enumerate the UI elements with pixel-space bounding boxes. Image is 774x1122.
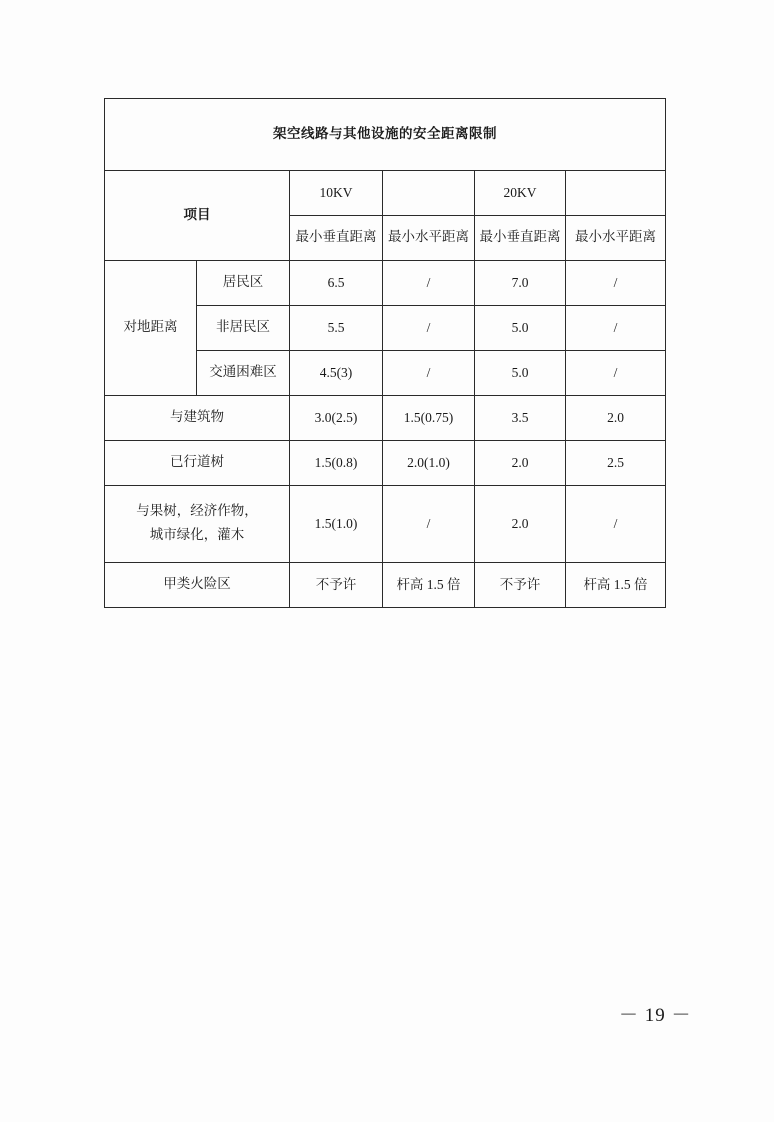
table-cell: 3.0(2.5) xyxy=(290,396,383,441)
header-20kv: 20KV xyxy=(475,171,566,216)
group-label-ground-distance: 对地距离 xyxy=(105,261,197,396)
table-cell: 不予许 xyxy=(290,563,383,608)
table-row xyxy=(105,396,666,441)
safety-distance-table xyxy=(104,98,666,608)
header-item: 项目 xyxy=(105,171,290,261)
row-label: 与建筑物 xyxy=(105,396,290,441)
table-row xyxy=(105,261,666,306)
table-cell: 7.0 xyxy=(475,261,566,306)
subheader-cell: 最小垂直距离 xyxy=(475,216,566,261)
table-cell: 5.0 xyxy=(475,306,566,351)
subheader-cell: 最小水平距离 xyxy=(383,216,475,261)
table-cell: 2.0 xyxy=(566,396,666,441)
row-label: 已行道树 xyxy=(105,441,290,486)
page-number: － 19 － xyxy=(619,1005,692,1026)
table-cell: 不予许 xyxy=(475,563,566,608)
table-row xyxy=(105,563,666,608)
row-label: 居民区 xyxy=(197,261,290,306)
table-cell: 6.5 xyxy=(290,261,383,306)
table-cell: 2.5 xyxy=(566,441,666,486)
row-label xyxy=(105,486,290,563)
row-label-line: 城市绿化，灌木 xyxy=(149,527,245,543)
table-row xyxy=(105,441,666,486)
row-label: 交通困难区 xyxy=(197,351,290,396)
table-cell: 1.5(0.8) xyxy=(290,441,383,486)
subheader-cell: 最小垂直距离 xyxy=(290,216,383,261)
header-10kv: 10KV xyxy=(290,171,383,216)
header-blank xyxy=(383,171,475,216)
table-cell: / xyxy=(566,486,666,563)
table-cell: / xyxy=(566,351,666,396)
table-cell: 杆高 1.5 倍 xyxy=(566,563,666,608)
row-label-line: 与果树，经济作物， xyxy=(136,503,258,520)
table-cell: 3.5 xyxy=(475,396,566,441)
table-cell: 杆高 1.5 倍 xyxy=(383,563,475,608)
table-cell: 1.5(0.75) xyxy=(383,396,475,441)
table-cell: / xyxy=(566,261,666,306)
table-cell: / xyxy=(383,261,475,306)
row-label: 甲类火险区 xyxy=(105,563,290,608)
table-cell: 5.0 xyxy=(475,351,566,396)
subheader-cell: 最小水平距离 xyxy=(566,216,666,261)
table-cell: 5.5 xyxy=(290,306,383,351)
table-cell: / xyxy=(383,306,475,351)
table-title: 架空线路与其他设施的安全距离限制 xyxy=(105,99,666,171)
table-cell: / xyxy=(566,306,666,351)
table-cell: 2.0 xyxy=(475,486,566,563)
header-blank xyxy=(566,171,666,216)
table-cell: 1.5(1.0) xyxy=(290,486,383,563)
table-cell: 2.0 xyxy=(475,441,566,486)
table-row xyxy=(105,486,666,563)
table-cell: / xyxy=(383,486,475,563)
table-cell: 2.0(1.0) xyxy=(383,441,475,486)
table-cell: 4.5(3) xyxy=(290,351,383,396)
row-label: 非居民区 xyxy=(197,306,290,351)
table-cell: / xyxy=(383,351,475,396)
